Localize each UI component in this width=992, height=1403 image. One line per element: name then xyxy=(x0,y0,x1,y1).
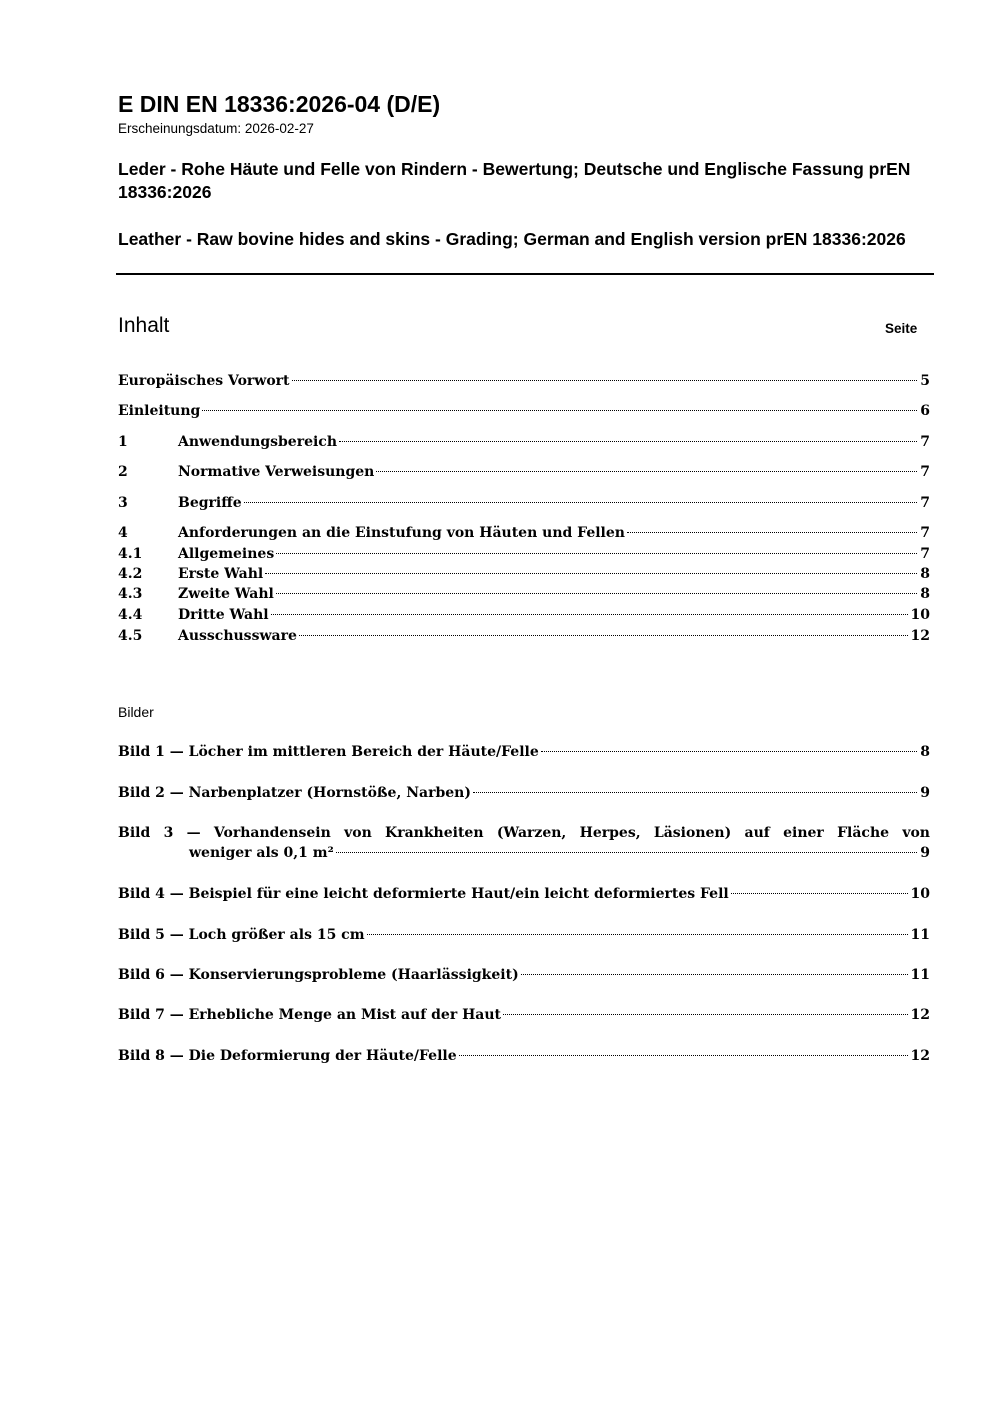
toc-entry[interactable] xyxy=(118,462,930,482)
figure-entry[interactable] xyxy=(118,783,930,803)
toc-entry-label: Europäisches Vorwort xyxy=(118,373,290,389)
toc-entry-number: 4.2 xyxy=(118,566,143,582)
toc-entry-label: Dritte Wahl xyxy=(178,607,269,623)
figure-entry-label: Bild 2 — Narbenplatzer (Hornstöße, Narben) xyxy=(118,785,471,801)
figure-entry-page: 10 xyxy=(910,886,930,902)
toc-entry-label: Einleitung xyxy=(118,403,201,419)
toc-entry-number: 1 xyxy=(118,434,128,450)
toc-entry[interactable] xyxy=(118,626,930,646)
dot-leader xyxy=(459,1055,908,1056)
toc-entry[interactable] xyxy=(118,401,930,421)
toc-page-column-label: Seite xyxy=(885,321,918,336)
title-english: Leather - Raw bovine hides and skins - Grading; German and English version prEN 18336:2026 xyxy=(118,229,906,249)
figure-entry[interactable] xyxy=(118,965,930,985)
toc-entry-page: 7 xyxy=(920,546,930,562)
toc-entry-number: 4.3 xyxy=(118,586,143,602)
dot-leader xyxy=(376,471,917,472)
figure-entry[interactable] xyxy=(118,925,930,945)
dot-leader xyxy=(541,751,917,752)
dot-leader xyxy=(271,614,908,615)
figure-entry-label: Bild 4 — Beispiel für eine leicht deformierte Haut/ein leicht deformiertes Fell xyxy=(118,886,729,902)
toc-entry-label: Anwendungsbereich xyxy=(178,434,337,450)
figure-entry-page: 9 xyxy=(920,845,930,861)
toc-entry-label: Ausschussware xyxy=(178,628,297,644)
figure-entry-label: Bild 1 — Löcher im mittleren Bereich der Häute/Felle xyxy=(118,744,539,760)
toc-entry-page: 6 xyxy=(920,403,930,419)
toc-entry-page: 12 xyxy=(910,628,930,644)
figure-entry[interactable] xyxy=(118,1046,930,1066)
header-divider xyxy=(116,273,934,275)
publication-date: Erscheinungsdatum: 2026-02-27 xyxy=(118,121,314,136)
title-german: Leder - Rohe Häute und Felle von Rindern - Bewertung; Deutsche und Englische Fassung prEN 18336:2026 xyxy=(118,159,911,202)
toc-entry[interactable] xyxy=(118,605,930,625)
dot-leader xyxy=(731,893,908,894)
dot-leader xyxy=(202,410,917,411)
figure-entry[interactable] xyxy=(118,884,930,904)
toc-entry[interactable] xyxy=(118,584,930,604)
figure-entry-page: 11 xyxy=(910,967,930,983)
dot-leader xyxy=(367,934,908,935)
toc-entry-page: 8 xyxy=(920,566,930,582)
toc-entry[interactable] xyxy=(118,544,930,564)
toc-entry-number: 4.4 xyxy=(118,607,143,623)
toc-entry-label: Anforderungen an die Einstufung von Häuten und Fellen xyxy=(178,525,625,541)
dot-leader xyxy=(503,1014,907,1015)
toc-entry-number: 4 xyxy=(118,525,128,541)
toc-entry-page: 7 xyxy=(920,495,930,511)
toc-entry-number: 4.1 xyxy=(118,546,143,562)
toc-entry-number: 3 xyxy=(118,495,128,511)
dot-leader xyxy=(265,573,917,574)
toc-entry-label: Normative Verweisungen xyxy=(178,464,375,480)
figure-entry-label: Bild 5 — Loch größer als 15 cm xyxy=(118,927,365,943)
toc-entry[interactable] xyxy=(118,493,930,513)
toc-entry-number: 2 xyxy=(118,464,128,480)
figure-entry-label: Bild 3 — Vorhandensein von Krankheiten (Warzen, Herpes, Läsionen) auf einer Fläche von xyxy=(118,825,930,841)
figure-entry[interactable] xyxy=(118,1005,930,1025)
dot-leader xyxy=(276,553,917,554)
toc-entry[interactable] xyxy=(118,564,930,584)
figure-entry-label: Bild 6 — Konservierungsprobleme (Haarlässigkeit) xyxy=(118,967,519,983)
toc-entry[interactable] xyxy=(118,371,930,391)
dot-leader xyxy=(339,441,917,442)
dot-leader xyxy=(292,380,918,381)
dot-leader xyxy=(336,852,918,853)
toc-entry-number: 4.5 xyxy=(118,628,143,644)
figure-entry-page: 12 xyxy=(910,1007,930,1023)
toc-entry-page: 7 xyxy=(920,434,930,450)
toc-entry-label: Zweite Wahl xyxy=(178,586,274,602)
figure-entry-label-continued: weniger als 0,1 m² xyxy=(189,845,334,861)
toc-entry-page: 7 xyxy=(920,464,930,480)
toc-entry-label: Begriffe xyxy=(178,495,242,511)
toc-entry-label: Allgemeines xyxy=(178,546,275,562)
toc-entry-page: 7 xyxy=(920,525,930,541)
toc-entry-page: 8 xyxy=(920,586,930,602)
figure-entry-label: Bild 7 — Erhebliche Menge an Mist auf der Haut xyxy=(118,1007,502,1023)
dot-leader xyxy=(299,635,908,636)
toc-entry-label: Erste Wahl xyxy=(178,566,264,582)
dot-leader xyxy=(521,974,908,975)
toc-entry-page: 10 xyxy=(910,607,930,623)
figure-entry-page: 8 xyxy=(920,744,930,760)
figure-entry-page: 11 xyxy=(910,927,930,943)
dot-leader xyxy=(473,792,917,793)
dot-leader xyxy=(627,532,917,533)
toc-entry[interactable] xyxy=(118,432,930,452)
toc-entry[interactable] xyxy=(118,523,930,543)
figure-entry[interactable] xyxy=(118,823,930,863)
figure-entry-page: 12 xyxy=(910,1048,930,1064)
dot-leader xyxy=(244,502,918,503)
figure-entry[interactable] xyxy=(118,742,930,762)
document-id: E DIN EN 18336:2026-04 (D/E) xyxy=(118,91,441,117)
figures-heading: Bilder xyxy=(118,704,154,720)
dot-leader xyxy=(276,593,917,594)
figure-entry-label: Bild 8 — Die Deformierung der Häute/Felle xyxy=(118,1048,457,1064)
toc-entry-page: 5 xyxy=(920,373,930,389)
toc-heading: Inhalt xyxy=(118,314,170,337)
figure-entry-page: 9 xyxy=(920,785,930,801)
